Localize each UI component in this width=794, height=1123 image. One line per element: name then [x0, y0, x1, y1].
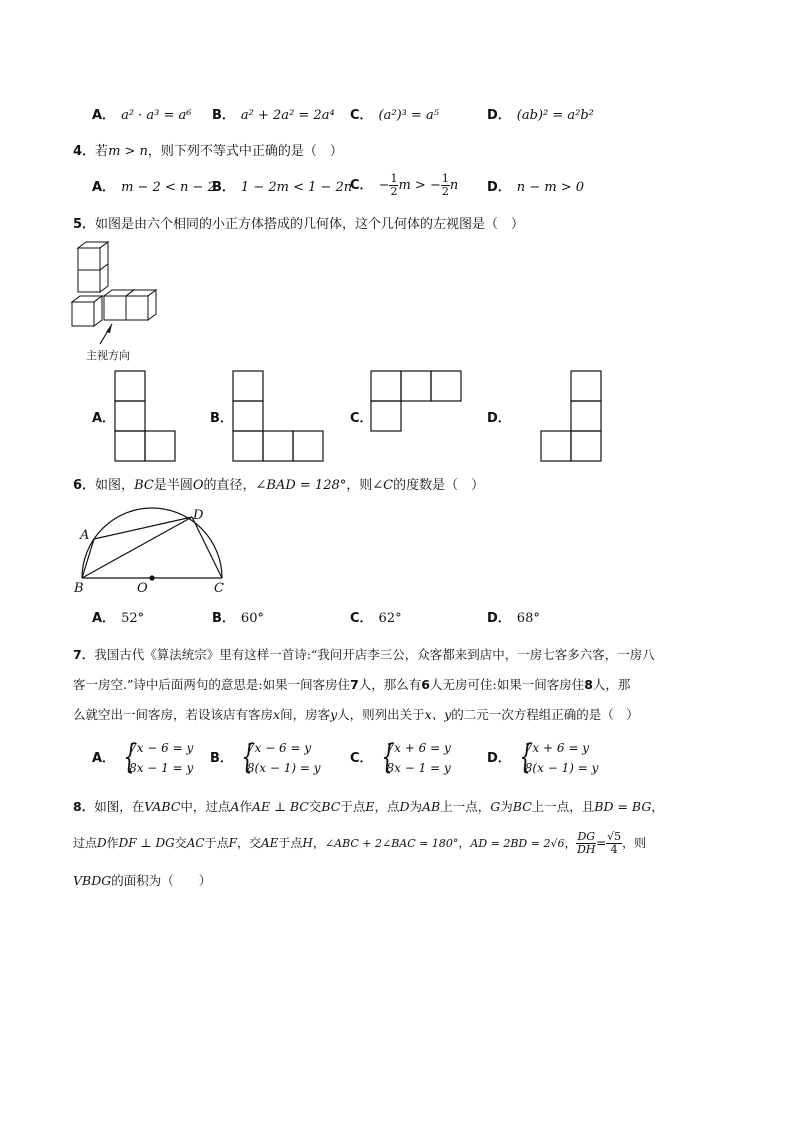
- cube-front: [78, 248, 100, 270]
- q4-option-a: A． m − 2 < n − 2: [92, 180, 216, 195]
- q7-option-c: C． { 7x + 6 = y 8x − 1 = y: [350, 738, 451, 778]
- fig-label-b: B: [74, 581, 84, 596]
- q3-option-a: A． a² · a³ = a⁶: [92, 108, 192, 123]
- q6-semicircle-figure: [72, 505, 232, 600]
- q6-option-a: A． 52°: [92, 611, 145, 626]
- fraction-root5-4: $\frac{√5}{4}$: [607, 830, 622, 856]
- cube-front: [126, 296, 148, 320]
- q3-option-d: D． (ab)² = a²b²: [487, 108, 594, 123]
- cube-front: [104, 296, 126, 320]
- q7-option-b: B． { 7x − 6 = y 8(x − 1) = y: [210, 738, 320, 778]
- q8-stem-line1: 8．如图，在VABC中，过点A作AE ⊥ BC交BC于点E，点D为AB上一点，G为BC上一点，且BD = BG，: [73, 799, 664, 814]
- q6-option-c: C． 62°: [350, 611, 402, 626]
- equation-system: { 7x + 6 = y 8(x − 1) = y: [517, 738, 599, 778]
- q5-option-a-label: A．: [92, 411, 116, 426]
- fig-label-a: A: [80, 528, 90, 543]
- q8-stem-line2: 过点D作DF ⊥ DG交AC于点F，交AE于点H，∠ABC + 2∠BAC = 180°，AD = 2BD = 2√6， $\frac{DG}{DH}$ = $\frac{√5}{4}$ ，则: [73, 830, 647, 856]
- q6-stem: 6．如图，BC是半圆O的直径，∠BAD = 128°，则∠C的度数是（ ）: [73, 478, 485, 493]
- fraction-dg-dh: $\frac{DG}{DH}$: [577, 830, 596, 856]
- q7-stem-line1: 7．我国古代《算法统宗》里有这样一首诗:“我问开店李三公，众客都来到店中，一房七客多六客，一房八: [73, 647, 655, 662]
- cube-front: [72, 302, 94, 326]
- fig-label-o: O: [137, 581, 148, 596]
- q5-stem: 5．如图是由六个相同的小正方体搭成的几何体，这个几何体的左视图是（ ）: [73, 217, 525, 232]
- q5-option-d-view: [541, 371, 603, 463]
- fig-label-c: C: [214, 581, 224, 596]
- q6-option-b: B． 60°: [212, 611, 264, 626]
- direction-label: 主视方向: [86, 349, 130, 362]
- fraction: $\frac{1}{2}$: [390, 172, 398, 198]
- q5-option-c-label: C．: [350, 411, 373, 426]
- cube-side: [148, 290, 156, 320]
- q5-solid-figure: [70, 240, 170, 340]
- equation-system: { 7x − 6 = y 8(x − 1) = y: [239, 738, 321, 778]
- fraction: $\frac{1}{2}$: [441, 172, 449, 198]
- segment-ad: [94, 517, 192, 539]
- center-point: [149, 575, 154, 580]
- q5-option-b-label: B．: [210, 411, 233, 426]
- q4-option-c: C． − $\frac{1}{2}$ m > − $\frac{1}{2}$ n: [350, 172, 459, 198]
- q3-option-c: C． (a²)³ = a⁵: [350, 108, 439, 123]
- q5-option-d-label: D．: [487, 411, 511, 426]
- q5-option-b-view: [233, 371, 325, 463]
- arrow-head: [106, 324, 112, 333]
- q4-option-b: B． 1 − 2m < 1 − 2n: [212, 180, 353, 195]
- cube-side: [94, 296, 102, 326]
- q8-stem-line3: VBDG的面积为（ ）: [73, 873, 212, 888]
- equation-system: { 7x + 6 = y 8x − 1 = y: [379, 738, 451, 778]
- fig-label-d: D: [193, 508, 204, 523]
- q6-option-d: D． 68°: [487, 611, 540, 626]
- cube-front: [78, 270, 100, 292]
- q4-option-d: D． n − m > 0: [487, 180, 585, 195]
- q4-stem: 4．若m > n，则下列不等式中正确的是（ ）: [73, 144, 343, 159]
- q5-option-c-view: [371, 371, 463, 433]
- segment-bd: [82, 517, 192, 578]
- q7-stem-line2: 客一房空.”诗中后面两句的意思是:如果一间客房住7人，那么有6人无房可住:如果一间客房住8人，那: [73, 677, 631, 692]
- q3-option-b: B． a² + 2a² = 2a⁴: [212, 108, 335, 123]
- q7-stem-line3: 么就空出一间客房，若设该店有客房x间，房客y人，则列出关于x、y的二元一次方程组正确的是（ ）: [73, 707, 639, 722]
- q7-option-d: D． { 7x + 6 = y 8(x − 1) = y: [487, 738, 598, 778]
- segment-dc: [192, 517, 222, 578]
- q7-option-a: A． { 7x − 6 = y 8x − 1 = y: [92, 738, 193, 778]
- equation-system: { 7x − 6 = y 8x − 1 = y: [121, 738, 193, 778]
- q5-option-a-view: [115, 371, 177, 463]
